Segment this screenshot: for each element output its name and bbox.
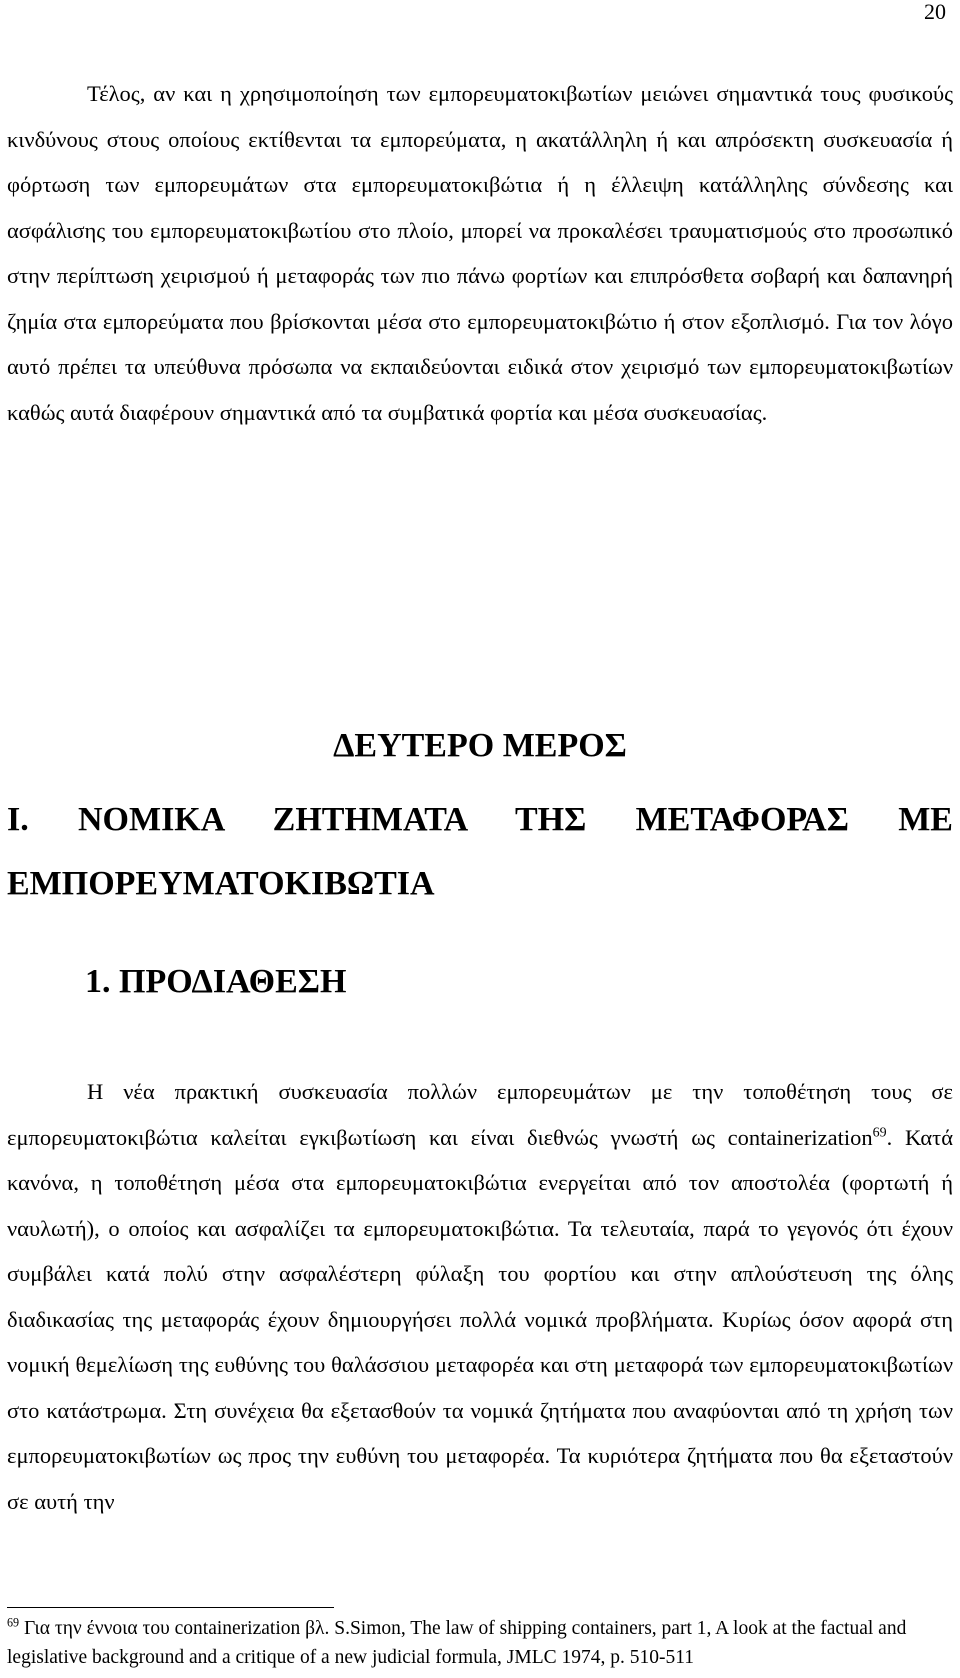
footnote-marker: 69: [7, 1615, 20, 1630]
paragraph-text-after-ref: . Κατά κανόνα, η τοποθέτηση μέσα στα εμπορευματοκιβώτια ενεργείται από τον αποστολέα (φορτωτή ή ναυλωτή), ο οποίος και ασφαλίζει τα εμπορευματοκιβώτια. Τα τελευταία, παρά το γεγονός ότι έχουν συμβάλει κατά πολύ στην ασφαλέστερη φύλαξη του φορτίου και στην απλούστευση της όλης διαδικασίας της μεταφοράς έχουν δημιουργήσει πολλά νομικά προβλήματα. Κυρίως όσον αφορά στη νομική θεμελίωση της ευθύνης του θαλάσσιου μεταφορέα και στη μεταφορά των εμπορευματοκιβωτίων στο κατάστρωμα. Στη συνέχεια θα εξετασθούν τα νομικά ζητήματα που αναφύονται από τη χρήση των εμπορευματοκιβωτίων ως προς την ευθύνη του μεταφορέα. Τα κυριότερα ζητήματα που θα εξεταστούν σε αυτή την: [7, 1124, 953, 1514]
section-heading: 1. ΠΡΟΔΙΑΘΕΣΗ: [85, 963, 347, 1000]
footnote-reference: 69: [872, 1125, 887, 1140]
footnote-separator: [7, 1607, 334, 1608]
footnote: [7, 1614, 957, 1672]
footnote-text: Για την έννοια του containerization βλ. S.Simon, The law of shipping containers, part 1, A look at the factual and legislative background and a critique of a new judicial formula, JMLC 1974, p. 510-511: [7, 1618, 907, 1668]
paragraph-text-before-ref: Η νέα πρακτική συσκευασία πολλών εμπορευμάτων με την τοποθέτηση τους σε εμπορευματοκιβώτια καλείται εγκιβωτίωση και είναι διεθνώς γνωστή ως containerization: [7, 1079, 953, 1150]
chapter-heading: Ι. ΝΟΜΙΚΑ ΖΗΤΗΜΑΤΑ ΤΗΣ ΜΕΤΑΦΟΡΑΣ ΜΕ ΕΜΠΟΡΕΥΜΑΤΟΚΙΒΩΤΙΑ: [7, 801, 953, 902]
body-paragraph-containerization: [7, 1069, 953, 1524]
body-paragraph: Τέλος, αν και η χρησιμοποίηση των εμπορευματοκιβωτίων μειώνει σημαντικά τους φυσικούς κινδύνους στους οποίους εκτίθενται τα εμπορεύματα, η ακατάλληλη ή και απρόσεκτη συσκευασία ή φόρτωση των εμπορευμάτων στα εμπορευματοκιβώτια ή η έλλειψη κατάλληλης σύνδεσης και ασφάλισης του εμπορευματοκιβωτίου στο πλοίο, μπορεί να προκαλέσει τραυματισμούς στο προσωπικό στην περίπτωση χειρισμού ή μεταφοράς των πιο πάνω φορτίων και επιπρόσθετα σοβαρή και δαπανηρή ζημία στα εμπορεύματα που βρίσκονται μέσα στο εμπορευματοκιβώτιο ή στον εξοπλισμό. Για τον λόγο αυτό πρέπει τα υπεύθυνα πρόσωπα να εκπαιδεύονται ειδικά στον χειρισμό των εμπορευματοκιβωτίων καθώς αυτά διαφέρουν σημαντικά από τα συμβατικά φορτία και μέσα συσκευασίας.: [7, 81, 953, 425]
page-number: 20: [924, 0, 946, 24]
part-heading: ΔΕΥΤΕΡΟ ΜΕΡΟΣ: [333, 727, 627, 764]
